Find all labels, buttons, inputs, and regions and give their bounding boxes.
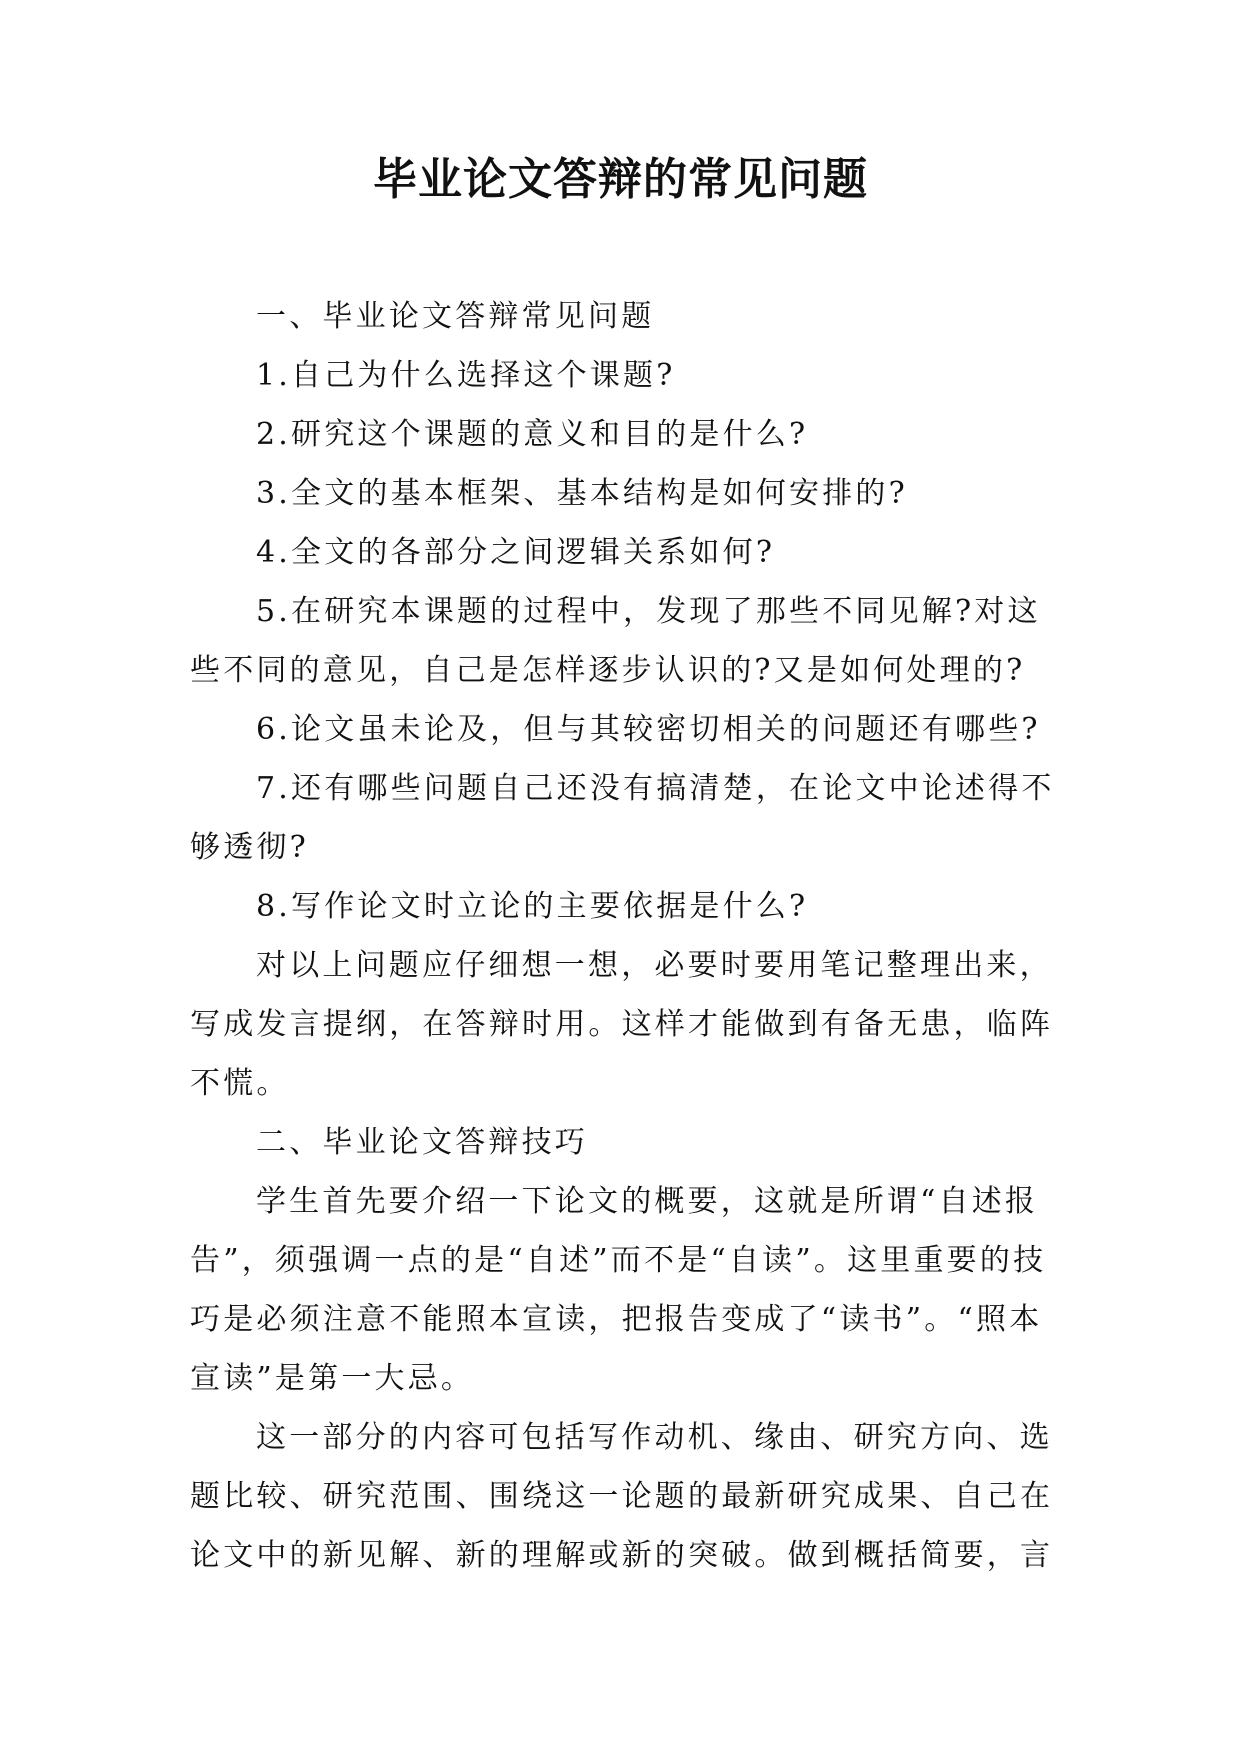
question-3: 3.全文的基本框架、基本结构是如何安排的? xyxy=(256,476,908,511)
question-4: 4.全文的各部分之间逻辑关系如何? xyxy=(256,535,776,570)
question-6: 6.论文虽未论及，但与其较密切相关的问题还有哪些? xyxy=(256,712,1041,747)
document-title: 毕业论文答辩的常见问题 xyxy=(373,154,868,205)
report-content-paragraph: 这一部分的内容可包括写作动机、缘由、研究方向、选题比较、研究范围、围绕这一论题的最新研究成果、自己在论文中的新见解、新的理解或新的突破。做到概括简要，言 xyxy=(190,1420,1054,1573)
section-heading-common-questions: 一、毕业论文答辩常见问题 xyxy=(256,299,655,334)
document-body xyxy=(190,287,1070,1585)
question-5: 5.在研究本课题的过程中，发现了那些不同见解?对这些不同的意见，自己是怎样逐步认识的?又是如何处理的? xyxy=(190,594,1041,688)
question-8: 8.写作论文时立论的主要依据是什么? xyxy=(256,889,809,924)
preparation-advice: 对以上问题应仔细想一想，必要时要用笔记整理出来，写成发言提纲，在答辩时用。这样才能做到有备无患，临阵不慌。 xyxy=(190,948,1054,1101)
self-report-paragraph: 学生首先要介绍一下论文的概要，这就是所谓“自述报告”，须强调一点的是“自述”而不是“自读”。这里重要的技巧是必须注意不能照本宣读，把报告变成了“读书”。“照本宣读”是第一大忌。 xyxy=(190,1184,1047,1396)
question-1: 1.自己为什么选择这个课题? xyxy=(256,358,676,393)
section-heading-defense-tips: 二、毕业论文答辩技巧 xyxy=(256,1125,588,1160)
question-2: 2.研究这个课题的意义和目的是什么? xyxy=(256,417,809,452)
question-7: 7.还有哪些问题自己还没有搞清楚，在论文中论述得不够透彻? xyxy=(190,771,1055,865)
